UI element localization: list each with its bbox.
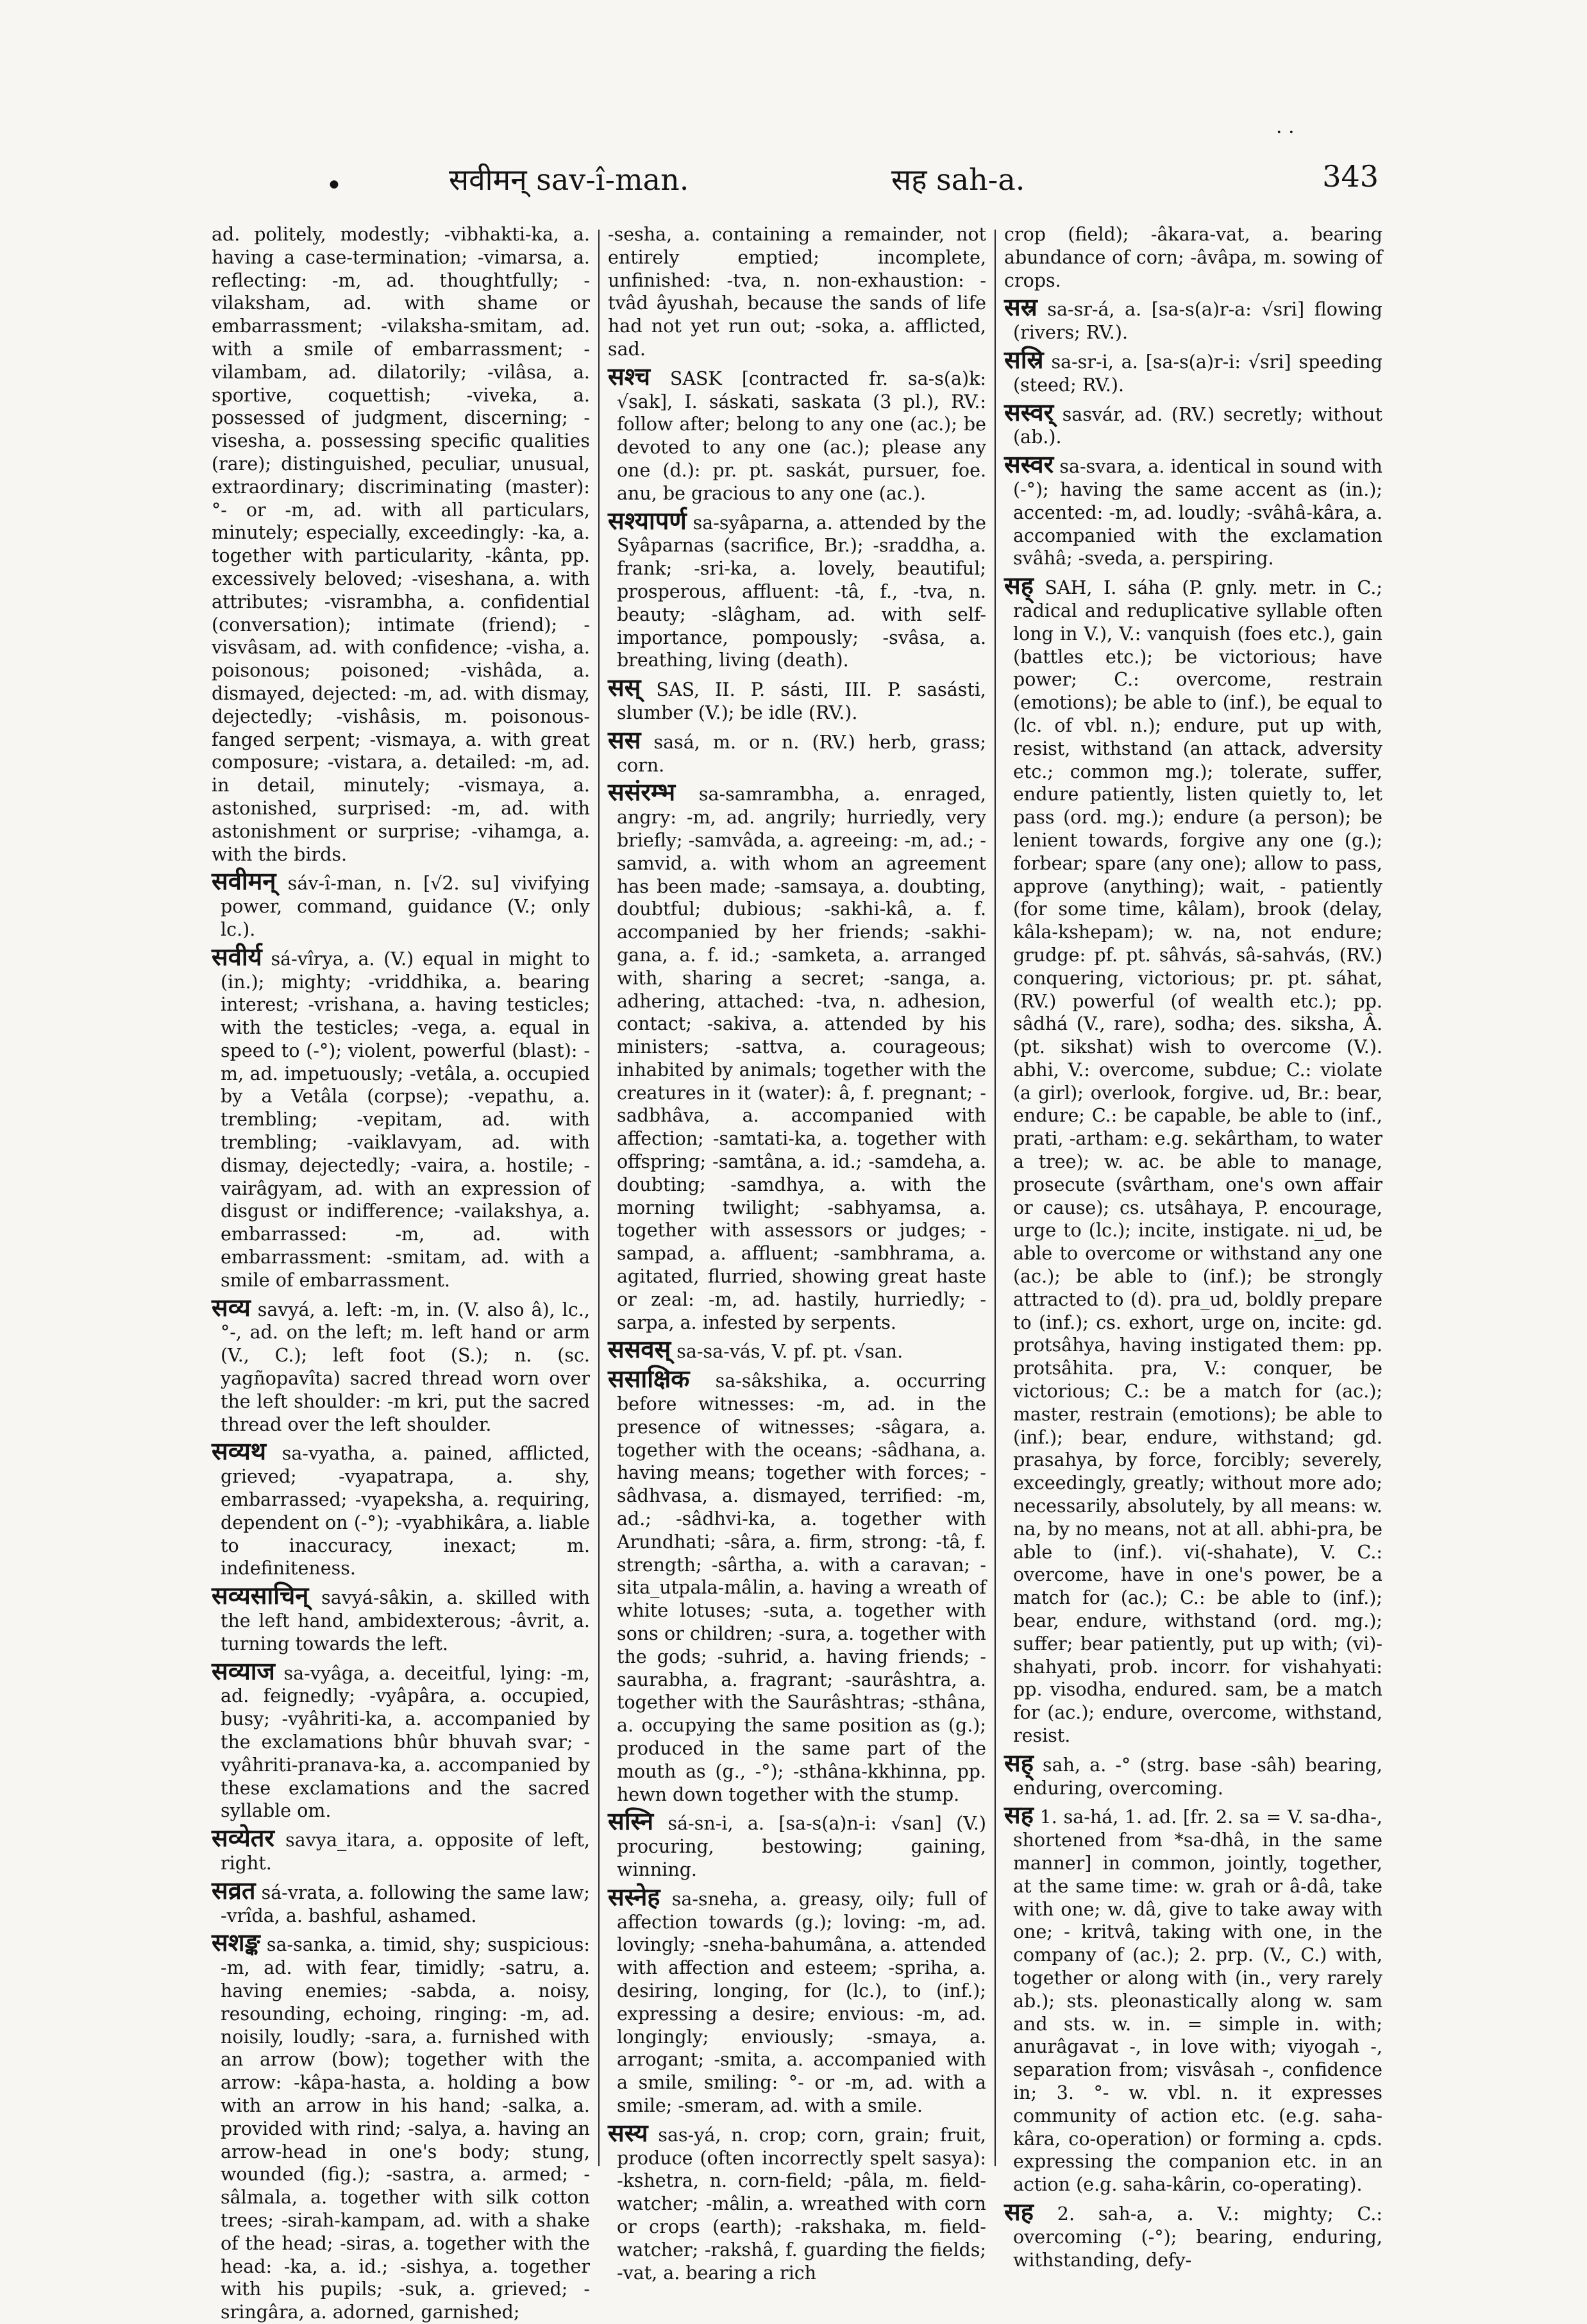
- entry-continuation: crop (field); -âkara-vat, a. bearing abundance of corn; -âvâpa, m. sowing of crops.: [1004, 224, 1382, 291]
- dictionary-entry: सश्च SASK [contracted fr. sa-s(a)k: √sak], I. sáskati, saskata (3 pl.), RV.: follow after; belong to any one (ac.); be devoted to any one (ac.); please any one (d.): pr. pt. saskát, pursuer, foe. anu, be gracious to any one (ac.).: [608, 361, 986, 504]
- headword: सव्यथ: [212, 1436, 267, 1466]
- running-header: [212, 159, 1379, 204]
- headword: ससवस्: [608, 1335, 671, 1364]
- headword: सव्रत: [212, 1875, 256, 1905]
- dictionary-entry: सव्रत sá-vrata, a. following the same law; -vrîda, a. bashful, ashamed.: [212, 1875, 590, 1926]
- headword: सह: [1004, 1800, 1034, 1830]
- dictionary-entry: सव्य savyá, a. left: -m, in. (V. also â), lc., °-, ad. on the left; m. left hand or arm (V., C.); left foot (S.); n. (sc. yagñopavîta) sacred thread worn over the left shoulder: -m kri, put the sacred thread over the left shoulder.: [212, 1292, 590, 1435]
- headword: सस्: [608, 673, 641, 702]
- dictionary-entry: सह् SAH, I. sáha (P. gnly. metr. in C.; radical and reduplicative syllable often long in V.), V.: vanquish (foes etc.), gain (battles etc.); be victorious; have power; C.: overcome, restrain (emotions); be able to (inf.), be equal to (lc. of vbl. n.); endure, put up with, resist, withstand (an attack, adversity etc.; common mg.); tolerate, suffer, endure patiently, listen quietly to, let pass (ord. mg.); endure (a person); be lenient towards, forgive any one (g.); forbear; spare (any one); allow to pass, approve (anything); wait, - patiently (for some time, kâlam), brook (delay, kâla-kshepam); w. na, not endure; grudge: pf. pt. sâhvás, sâ-sahvás, (RV.) conquering, victorious; pr. pt. sáhat, (RV.) powerful (of wealth etc.); pp. sâdhá (V., rare), sodha; des. siksha, Â. (pt. sikshat) wish to overcome (V.). abhi, V.: overcome, subdue; C.: violate (a girl); overlook, forgive. ud, Br.: bear, endure; C.: be capable, be able to (inf., prati, -artham: e.g. sekârtham, to water a tree); w. ac. be able to manage, prosecute (svârtham, one's own affair or cause); cs. utsâhaya, P. encourage, urge to (lc.); incite, instigate. ni_ud, be able to overcome or withstand any one (ac.); be able to (inf.); be strongly attracted to (d). pra_ud, boldly prepare to (inf.); cs. exhort, urge on, incite: gd. protsâhya, having instigated them: pp. protsâhita. pra, V.: conquer, be victorious; C.: be a match for (ac.); master, restrain (emotions); be able to (inf.); bear, endure, withstand; gd. prasahya, by force, forcibly; severely, exceedingly, greatly; without more ado; necessarily, absolutely, by all means: w. na, by no means, not at all. abhi-pra, be able to (inf.). vi(-shahate), V. C.: overcome, have in one's power, be a match for (ac.); C.: be able to (inf.); bear, endure, withstand (ord. mg.); suffer; bear patiently, put up with; (vi)-shahyati, prob. incorr. for vishahyati: pp. visodha, endured. sam, be a match for (ac.); endure, overcome, withstand, resist.: [1004, 571, 1382, 1746]
- headword: ससाक्षिक: [608, 1364, 690, 1394]
- dictionary-entry: सव्यथ sa-vyatha, a. pained, afflicted, grieved; -vyapatrapa, a. shy, embarrassed; -vyapeksha, a. requiring, dependent on (-°); -vyabhikâra, a. liable to inaccuracy, inexact; m. indefiniteness.: [212, 1436, 590, 1579]
- dictionary-entry: सव्येतर savya_itara, a. opposite of left, right.: [212, 1823, 590, 1874]
- column-rule: [995, 230, 996, 2166]
- headword: ससंरम्भ: [608, 777, 676, 807]
- header-left-title: सवीमन् sav-î-man.: [449, 162, 689, 197]
- dictionary-entry: सशङ्क sa-sanka, a. timid, shy; suspicious: -m, ad. with fear, timidly; -satru, a. having enemies; -sabda, a. noisy, resounding, echoing, ringing: -m, ad. noisily, loudly; -sara, a. furnished with an arrow (bow); together with the arrow: -kâpa-hasta, a. holding a bow with an arrow in his hand; -salka, a. provided with rind; -salya, a. having an arrow-head in one's body; stung, wounded (fig.); -sastra, a. armed; -sâlmala, a. together with silk cotton trees; -sirah-kampam, ad. with a shake of the head; -siras, a. together with the head: -ka, a. id.; -sishya, a. together with his pupils; -suk, a. grieved; -sringâra, a. adorned, garnished;: [212, 1928, 590, 2323]
- dictionary-entry: सस्य sas-yá, n. crop; corn, grain; fruit, produce (often incorrectly spelt sasya): -kshetra, n. corn-field; -pâla, m. field-watcher; -mâlin, a. wreathed with corn or crops (earth); -rakshaka, m. field-watcher; -rakshâ, f. guarding the fields; -vat, a. bearing a rich: [608, 2118, 986, 2284]
- dictionary-entry: ससाक्षिक sa-sâkshika, a. occurring before witnesses: -m, ad. in the presence of witnesses; -sâgara, a. together with the oceans; -sâdhana, a. having means; together with forces; -sâdhvasa, a. dismayed, terrified: -m, ad.; -sâdhvi-ka, a. together with Arundhati; -sâra, a. firm, strong: -tâ, f. strength; -sârtha, a. with a caravan; -sita_utpala-mâlin, a. having a wreath of white lotuses; -suta, a. together with sons or children; -sura, a. together with the gods; -suhrid, a. having friends; -saurabha, a. fragrant; -saurâshtra, a. together with the Saurâshtras; -sthâna, a. occupying the same position as (g.); produced in the same part of the mouth as (g., -°); -sthâna-kkhinna, pp. hewn down together with the stump.: [608, 1364, 986, 1805]
- column-left: [212, 223, 590, 2323]
- dictionary-columns: [212, 223, 1382, 2323]
- headword: सव्यसाचिन्: [212, 1581, 309, 1610]
- headword: सह: [1004, 2196, 1034, 2226]
- headword: सह्: [1004, 571, 1034, 600]
- headword: सव्य: [212, 1292, 251, 1322]
- entry-continuation: ad. politely, modestly; -vibhakti-ka, a. having a case-termination; -vimarsa, a. reflecting: -m, ad. thoughtfully; -vilaksham, ad. with shame or embarrassment; -vilaksha-smitam, ad. with a smile of embarrassment; -vilambam, ad. dilatorily; -vilâsa, a. sportive, coquettish; -viveka, a. possessed of judgment, discerning; -visesha, a. possessing specific qualities (rare); distinguished, peculiar, unusual, extraordinary; discriminating (master): °- or -m, ad. with all particulars, minutely; especially, exceedingly: -ka, a. together with particularity, -kânta, pp. excessively beloved; -viseshana, a. with attributes; -visrambha, a. confidential (conversation); intimate (friend); -visvâsam, ad. with confidence; -visha, a. poisonous; poisoned; -vishâda, a. dismayed, dejected: -m, ad. with dismay, dejectedly; -vishâsis, m. poisonous-fanged serpent; -vismaya, a. with great composure; -vistara, a. detailed: -m, ad. in detail, minutely; -vismaya, a. astonished, surprised: -m, ad. with astonishment or surprise; -vihamga, a. with the birds.: [212, 224, 590, 865]
- dictionary-entry: सस्वर sa-svara, a. identical in sound with (-°); having the same accent as (in.); accented: -m, ad. loudly; -svâhâ-kâra, a. accompanied with the exclamation svâhâ; -sveda, a. perspiring.: [1004, 450, 1382, 569]
- column-right: [1004, 223, 1382, 2271]
- dictionary-entry: सवीर्य sá-vîrya, a. (V.) equal in might to (in.); mighty; -vriddhika, a. bearing interest; -vrishana, a. having testicles; with the testicles; -vega, a. equal in speed to (-°); violent, powerful (blast): -m, ad. impetuously; -vetâla, a. occupied by a Vetâla (corpse); -vepathu, a. trembling; -vepitam, ad. with trembling; -vaiklavyam, ad. with dismay, dejectedly; -vaira, a. hostile; -vairâgyam, ad. with an expression of disgust or indifference; -vailakshya, a. embarrassed: -m, ad. with embarrassment: -smitam, ad. with a smile of embarrassment.: [212, 941, 590, 1291]
- dictionary-entry: सव्यसाचिन् savyá-sâkin, a. skilled with the left hand, ambidexterous; -âvrit, a. turning towards the left.: [212, 1581, 590, 1655]
- headword: सस्वर्: [1004, 397, 1054, 426]
- dictionary-entry: सश्यापर्ण sa-syâparna, a. attended by the Syâparnas (sacrifice, Br.); -sraddha, a. frank; -sri-ka, a. lovely, beautiful; prosperous, affluent: -tâ, f., -tva, n. beauty; -slâgham, ad. with self-importance, pompously; -svâsa, a. breathing, living (death).: [608, 505, 986, 671]
- headword: सव्येतर: [212, 1823, 274, 1853]
- column-middle: [608, 223, 986, 2284]
- page-number: 343: [1322, 159, 1379, 194]
- ink-dot: •: [326, 169, 342, 202]
- dictionary-entry: सस् SAS, II. P. sásti, III. P. sasásti, slumber (V.); be idle (RV.).: [608, 673, 986, 723]
- headword: सह्: [1004, 1747, 1034, 1777]
- dictionary-entry: सस्नेह sa-sneha, a. greasy, oily; full of affection towards (g.); loving: -m, ad. lovingly; -sneha-bahumâna, a. attended with affection and esteem; -spriha, a. desiring, longing, for (lc.), to (inf.); expressing a desire; envious: -m, ad. longingly; enviously; -smaya, a. arrogant; -smita, a. accompanied with a smile, smiling: °- or -m, ad. with a smile; -smeram, ad. with a smile.: [608, 1882, 986, 2116]
- dictionary-entry: सस sasá, m. or n. (RV.) herb, grass; corn.: [608, 725, 986, 776]
- dictionary-entry: ससवस् sa-sa-vás, V. pf. pt. √san.: [608, 1335, 903, 1364]
- headword: सस्वर: [1004, 450, 1054, 479]
- headword: सस्नि: [608, 1806, 654, 1836]
- headword: सस्र: [1004, 292, 1037, 322]
- headword: सस: [608, 725, 641, 754]
- headword: सवीमन्: [212, 866, 276, 896]
- headword: सशङ्क: [212, 1928, 260, 1957]
- headword: सस्य: [608, 2118, 648, 2147]
- headword: सश्यापर्ण: [608, 505, 687, 535]
- headword: सश्च: [608, 361, 650, 391]
- dictionary-entry: सस्र sa-sr-á, a. [sa-s(a)r-a: √sri] flowing (rivers; RV.).: [1004, 292, 1382, 344]
- dictionary-entry: ससंरम्भ sa-samrambha, a. enraged, angry: -m, ad. angrily; hurriedly, very briefly; -samvâda, a. agreeing: -m, ad.; -samvid, a. with whom an agreement has been made; -samsaya, a. doubting, doubtful; dubious; -sakhi-kâ, a. f. accompanied by her friends; -sakhi-gana, a. f. id.; -samketa, a. arranged with, sharing a secret; -sanga, a. adhering, attached: -tva, n. adhesion, contact; -sakiva, a. attended by his ministers; -sattva, a. courageous; inhabited by animals; together with the creatures in it (water): â, f. pregnant; -sadbhâva, a. accompanied with affection; -samtati-ka, a. together with offspring; -samtâna, a. id.; -samdeha, a. doubting; -samdhya, a. with the morning twilight; -sabhyamsa, a. together with assessors or judges; -sampad, a. affluent; -sambhrama, a. agitated, flurried, showing great haste or zeal: -m, ad. hastily, hurriedly; -sarpa, a. infested by serpents.: [608, 777, 986, 1333]
- dictionary-entry: सव्याज sa-vyâga, a. deceitful, lying: -m, ad. feignedly; -vyâpâra, a. occupied, busy; -vyâhriti-ka, a. accompanied by the exclamations bhûr bhuvah svar; -vyâhriti-pranava-ka, a. accompanied by these exclamations and the sacred syllable om.: [212, 1656, 590, 1822]
- header-center-title: सह sah-a.: [891, 162, 1025, 197]
- dictionary-entry: सह 1. sa-há, 1. ad. [fr. 2. sa = V. sa-dha-, shortened from *sa-dhâ, in the same manner] in common, jointly, together, at the same time: w. grah or â-dâ, take with one; w. dâ, give to take away with one; - kritvâ, taking with one, in the company of (ac.); 2. prp. (V., C.) with, together or along with (in., very rarely ab.); sts. pleonastically along w. sam and sts. w. in. = simple in. with; anurâgavat -, in love with; viyogah -, separation from; visvâsah -, confidence in; 3. °- w. vbl. n. it expresses community of action etc. (e.g. saha-kâra, co-operation) or forming a. cpds. expressing the companion etc. in an action (e.g. saha-kârin, co-operating).: [1004, 1800, 1382, 2196]
- entry-continuation: -sesha, a. containing a remainder, not entirely emptied; incomplete, unfinished: -tva, n. non-exhaustion: -tvâd âyushah, because the sands of life had not yet run out; -soka, a. afflicted, sad.: [608, 224, 986, 360]
- dictionary-entry: सस्वर् sasvár, ad. (RV.) secretly; without (ab.).: [1004, 397, 1382, 448]
- corner-dots: · ·: [1276, 121, 1295, 144]
- dictionary-entry: सस्नि sá-sn-i, a. [sa-s(a)n-i: √san] (V.) procuring, bestowing; gaining, winning.: [608, 1806, 986, 1880]
- dictionary-entry: सह 2. sah-a, a. V.: mighty; C.: overcoming (-°); bearing, enduring, withstanding, defy-: [1004, 2196, 1382, 2271]
- dictionary-entry: सह् sah, a. -° (strg. base -sâh) bearing, enduring, overcoming.: [1004, 1747, 1382, 1799]
- headword: सव्याज: [212, 1656, 275, 1685]
- dictionary-entry: सवीमन् sáv-î-man, n. [√2. su] vivifying power, command, guidance (V.; only lc.).: [212, 866, 590, 940]
- dictionary-entry: सस्रि sa-sr-i, a. [sa-s(a)r-i: √sri] speeding (steed; RV.).: [1004, 344, 1382, 396]
- headword: सस्रि: [1004, 344, 1044, 374]
- headword: सस्नेह: [608, 1882, 660, 1911]
- column-rule: [598, 230, 600, 2166]
- headword: सवीर्य: [212, 941, 262, 971]
